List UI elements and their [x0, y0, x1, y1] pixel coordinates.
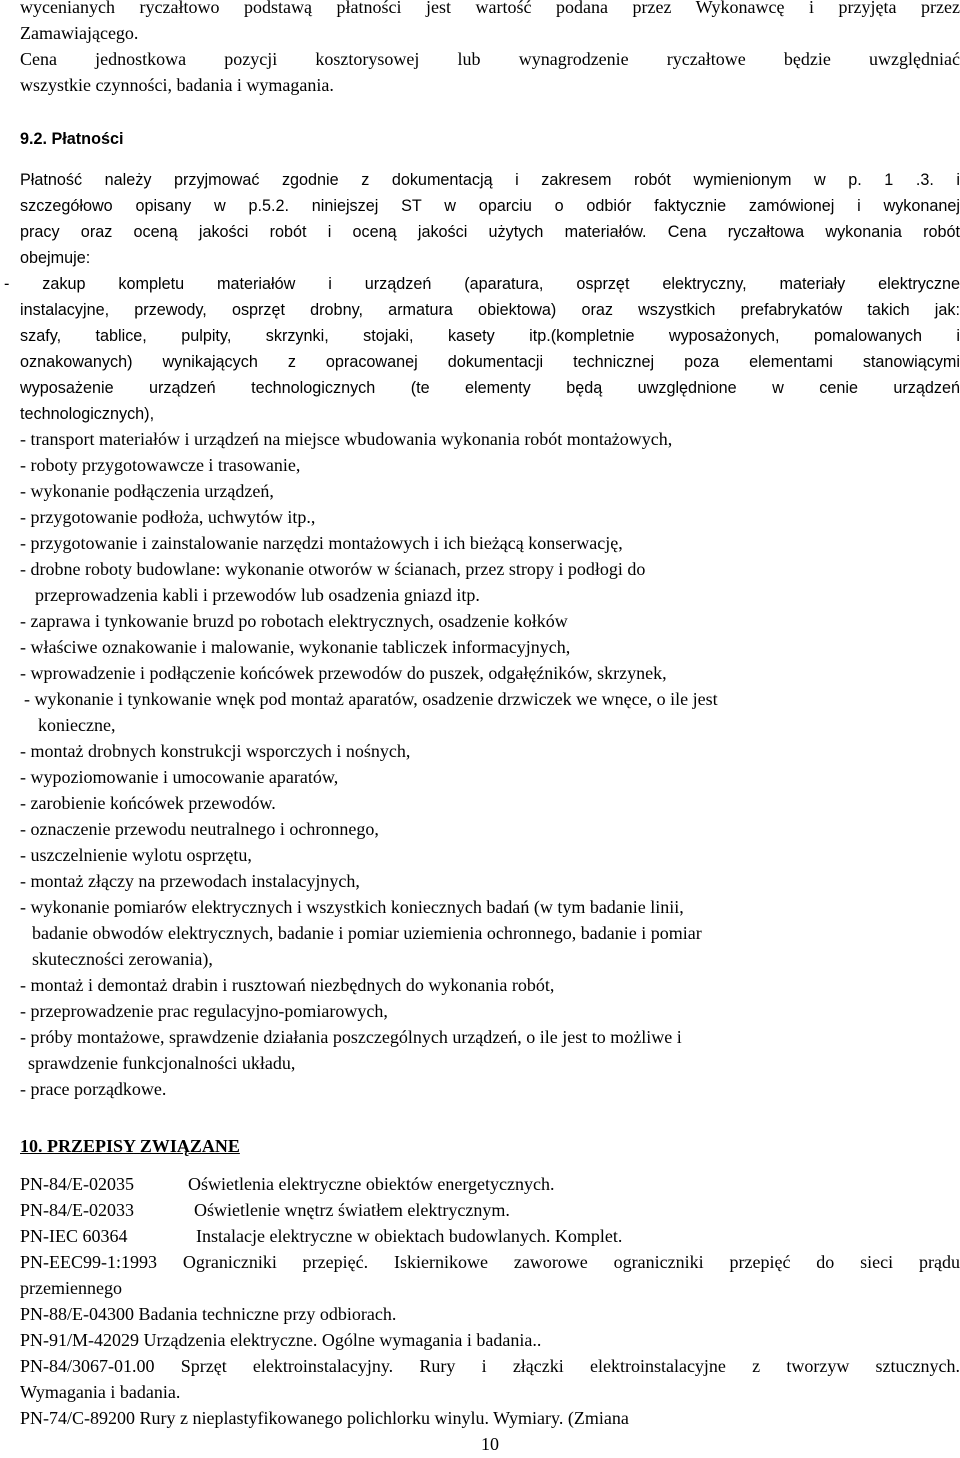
standard-code: PN-84/E-02033: [20, 1200, 134, 1220]
standard-code: PN-84/E-02035: [20, 1174, 134, 1194]
list-item: skuteczności zerowania),: [32, 949, 213, 969]
list-item: - wypoziomowanie i umocowanie aparatów,: [20, 767, 339, 787]
standard-line: PN-88/E-04300 Badania techniczne przy odbiorach.: [20, 1304, 397, 1324]
standard-line: PN-74/C-89200 Rury z nieplastyfikowanego polichlorku winylu. Wymiary. (Zmiana: [20, 1408, 629, 1428]
paragraph-line: obejmuje:: [20, 249, 91, 267]
list-item: sprawdzenie funkcjonalności układu,: [28, 1053, 296, 1073]
standard-row: [20, 1223, 960, 1249]
list-item: - wykonanie podłączenia urządzeń,: [20, 481, 274, 501]
paragraph-line: pracy oraz oceną jakości robót i oceną jakości użytych materiałów. Cena ryczałtowa wykonania robót: [20, 223, 960, 241]
standard-line: PN-84/3067-01.00 Sprzęt elektroinstalacyjny. Rury i złączki elektroinstalacyjne z tworzyw sztucznych.: [20, 1356, 960, 1376]
intro-line-1: wycenianych ryczałtowo podstawą płatności jest wartość podana przez Wykonawcę i przyjęta przez: [20, 0, 960, 17]
section-heading-9-2: 9.2. Płatności: [20, 130, 124, 148]
standard-code: PN-IEC 60364: [20, 1226, 128, 1246]
intro-line-2: Zamawiającego.: [20, 23, 139, 43]
paragraph-line: instalacyjne, przewody, osprzęt drobny, armatura obiektowa) oraz wszystkich prefabrykatów takich jak:: [20, 301, 960, 319]
intro-line-3: Cena jednostkowa pozycji kosztorysowej lub wynagrodzenie ryczałtowe będzie uwzględniać: [20, 49, 960, 69]
list-item: konieczne,: [38, 715, 116, 735]
standard-row: [20, 1171, 960, 1197]
paragraph-line: wyposażenie urządzeń technologicznych (te elementy będą uwzględnione w cenie urządzeń: [20, 379, 960, 397]
list-item: - zaprawa i tynkowanie bruzd po robotach elektrycznych, osadzenie kołków: [20, 611, 568, 631]
paragraph-line: Płatność należy przyjmować zgodnie z dokumentacją i zakresem robót wymienionym w p. 1 .3. i: [20, 171, 960, 189]
paragraph-line: - zakup kompletu materiałów i urządzeń (aparatura, osprzęt elektryczny, materiały elektryczne: [4, 275, 960, 293]
list-item: - wykonanie pomiarów elektrycznych i wszystkich koniecznych badań (w tym badanie linii,: [20, 897, 684, 917]
standard-title: Instalacje elektryczne w obiektach budowlanych. Komplet.: [196, 1226, 623, 1246]
standard-line: PN-EEC99-1:1993 Ograniczniki przepięć. Iskiernikowe zaworowe ograniczniki przepięć do sieci prądu: [20, 1252, 960, 1272]
list-item: badanie obwodów elektrycznych, badanie i pomiar uziemienia ochronnego, badanie i pomiar: [32, 923, 702, 943]
list-item: - zarobienie końcówek przewodów.: [20, 793, 276, 813]
list-item: - wprowadzenie i podłączenie końcówek przewodów do puszek, odgałęźników, skrzynek,: [20, 663, 667, 683]
list-item: - właściwe oznakowanie i malowanie, wykonanie tabliczek informacyjnych,: [20, 637, 571, 657]
list-item: - uszczelnienie wylotu osprzętu,: [20, 845, 252, 865]
standard-line: PN-91/M-42029 Urządzenia elektryczne. Ogólne wymagania i badania..: [20, 1330, 542, 1350]
page-number: 10: [481, 1434, 499, 1454]
list-item: - montaż drobnych konstrukcji wsporczych i nośnych,: [20, 741, 411, 761]
paragraph-line: technologicznych),: [20, 405, 155, 423]
standard-line: przemiennego: [20, 1278, 122, 1298]
list-item: - przygotowanie podłoża, uchwytów itp.,: [20, 507, 316, 527]
list-item: - wykonanie i tynkowanie wnęk pod montaż aparatów, osadzenie drzwiczek we wnęce, o ile jest: [24, 689, 718, 709]
list-item: - próby montażowe, sprawdzenie działania poszczególnych urządzeń, o ile jest to możliwe i: [20, 1027, 682, 1047]
list-item: - montaż i demontaż drabin i rusztowań niezbędnych do wykonania robót,: [20, 975, 555, 995]
standard-title: Oświetlenie wnętrz światłem elektrycznym.: [194, 1200, 510, 1220]
list-item: przeprowadzenia kabli i przewodów lub osadzenia gniazd itp.: [35, 585, 480, 605]
intro-line-4: wszystkie czynności, badania i wymagania.: [20, 75, 334, 95]
list-item: - drobne roboty budowlane: wykonanie otworów w ścianach, przez stropy i podłogi do: [20, 559, 646, 579]
section-heading-10: 10. PRZEPISY ZWIĄZANE: [20, 1136, 240, 1156]
paragraph-line: szafy, tablice, pulpity, skrzynki, stojaki, kasety itp.(kompletnie wyposażonych, pomalowanych i: [20, 327, 960, 345]
list-item: - prace porządkowe.: [20, 1079, 167, 1099]
list-item: - przeprowadzenie prac regulacyjno-pomiarowych,: [20, 1001, 388, 1021]
list-item: - oznaczenie przewodu neutralnego i ochronnego,: [20, 819, 379, 839]
paragraph-line: szczegółowo opisany w p.5.2. niniejszej ST w oparciu o odbiór faktycznie zamówionej i wykonanej: [20, 197, 960, 215]
standard-title: Oświetlenia elektryczne obiektów energetycznych.: [188, 1174, 555, 1194]
list-item: - roboty przygotowawcze i trasowanie,: [20, 455, 301, 475]
paragraph-line: oznakowanych) wynikających z opracowanej dokumentacji technicznej poza elementami stanowiącymi: [20, 353, 960, 371]
list-item: - montaż złączy na przewodach instalacyjnych,: [20, 871, 360, 891]
standard-line: Wymagania i badania.: [20, 1382, 181, 1402]
list-item: - przygotowanie i zainstalowanie narzędzi montażowych i ich bieżącą konserwację,: [20, 533, 623, 553]
list-item: - transport materiałów i urządzeń na miejsce wbudowania wykonania robót montażowych,: [20, 429, 673, 449]
standard-row: [20, 1197, 960, 1223]
